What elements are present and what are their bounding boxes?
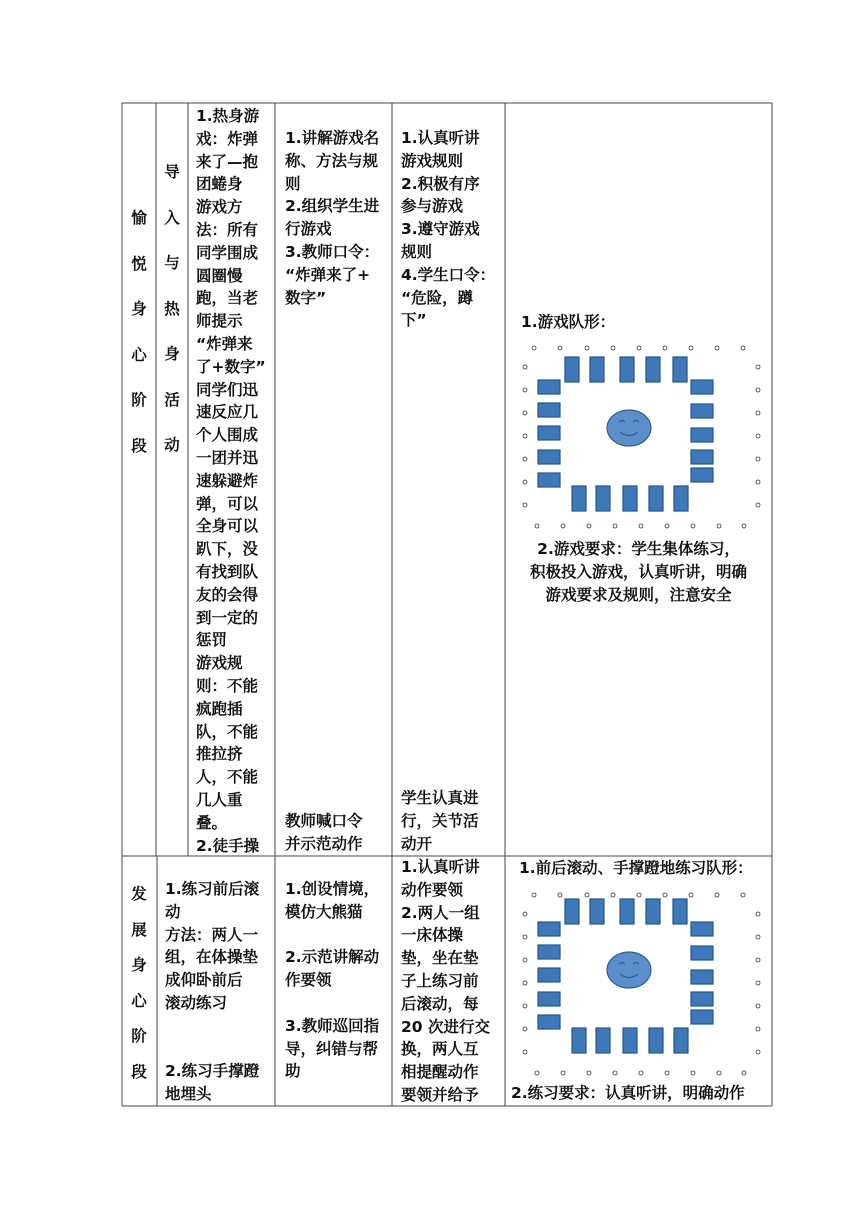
teacher-activity-2: 教师喊口令 并示范动作: [285, 812, 363, 853]
smiley-icon: [607, 410, 651, 446]
practice-requirements: 2.练习要求：认真听讲，明确动作: [511, 1084, 745, 1102]
student-activity-2: 学生认真进 行，关节活 动开: [401, 789, 479, 853]
formation-title: 1.前后滚动、手撑蹬地练习队形：: [519, 859, 753, 877]
formation-diagram-1: [515, 335, 770, 535]
warmup-content: 1.热身游 戏：炸弹 来了—抱 团蜷身 游戏方 法：所有 同学围成 圆圈慢 跑，当老 师提示 “炸弹来 了+数字” 同学们迅 速反应几 个人围成 一团并迅 速躲避炸 弹，可以 全身可以 趴下，没 有找到队 友的会得 到一定的 惩罚 游戏规 则：不能 疯跑插 队，不能 推拉挤 人，不能 几人重 叠。 2.徒手操: [196, 107, 266, 855]
smiley-icon: [607, 952, 651, 988]
practice-content: 1.练习前后滚 动 方法：两人一 组，在体操垫 成仰卧前后 滚动练习: [165, 880, 260, 1012]
game-requirements: 2.游戏要求：学生集体练习， 积极投入游戏，认真听讲，明确 游戏要求及规则，注意安全: [529, 540, 747, 604]
formation-title: 1.游戏队形：: [521, 313, 616, 331]
student-activity: 1.认真听讲 游戏规则 2.积极有序 参与游戏 3.遵守游戏 规则 4.学生口令： “危险，蹲 下”: [401, 129, 496, 330]
sub-stage-label: 导入与热身活动: [164, 163, 180, 454]
student-activity: 1.认真听讲 动作要领 2.两人一组 一床体操 垫，坐在垫 子上练习前 后滚动，每 20 次进行交 换，两人互 相提醒动作 要领并给予: [401, 858, 490, 1104]
teacher-activity: 1.创设情境， 模仿大熊猫 2.示范讲解动 作要领 3.教师巡回指 导，纠错与帮 助: [285, 880, 380, 1081]
formation-diagram-2: [515, 882, 770, 1082]
stage-label: 发展身心阶段: [131, 885, 147, 1081]
practice-content-2: 2.练习手撑蹬 地埋头: [165, 1062, 260, 1103]
stage-label: 愉悦身心阶段: [131, 209, 147, 455]
teacher-activity: 1.讲解游戏名 称、方法与规 则 2.组织学生进 行游戏 3.教师口令： “炸弹来了+ 数字”: [285, 129, 380, 307]
